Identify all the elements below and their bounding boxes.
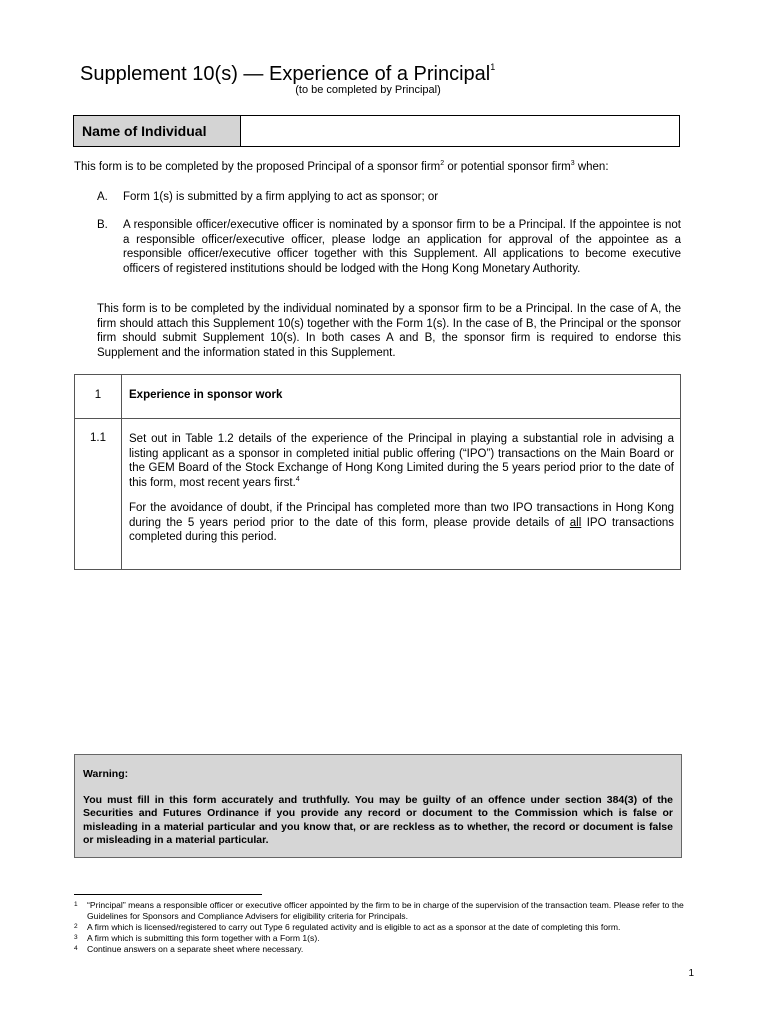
footnote-ref-3: 3 xyxy=(570,160,575,167)
footnote-separator xyxy=(74,894,262,895)
page-title xyxy=(80,62,495,86)
footnote-number: 2 xyxy=(74,923,78,930)
footnote xyxy=(74,933,698,944)
subsection-p2-text-b: IPO transactions completed during this period. xyxy=(129,516,674,543)
subsection-p2-underlined: all xyxy=(569,516,582,529)
section-number: 1 xyxy=(94,389,102,401)
subsection-paragraph-2 xyxy=(129,501,674,545)
footnote-number: 1 xyxy=(74,901,78,908)
intro-text-b: or potential sponsor firm xyxy=(444,161,571,173)
instructions-paragraph: This form is to be completed by the individual nominated by a sponsor firm to be a Principal. In the case of A, the firm should attach this Supplement 10(s) together with the Form 1(s). In the case of B, the Principal or the sponsor firm should submit Supplement 10(s). In both cases A and B, the sponsor firm is required to endorse this Supplement and the information stated in this Supplement. xyxy=(97,303,681,359)
warning-body: You must fill in this form accurately and truthfully. You may be guilty of an offence under section 384(3) of the Securities and Futures Ordinance if you provide any record or document to the Commission which is false or misleading in a material particular and you know that, or are reckless as to whether, the record or document is false or misleading in a material particular. xyxy=(83,793,673,846)
list-item-a-text: Form 1(s) is submitted by a firm applying to act as sponsor; or xyxy=(123,191,439,203)
footnote-text: “Principal” means a responsible officer or executive officer appointed by the firm to be in charge of the supervision of the transaction team. Please refer to the Guidelines for Sponsors and Compliance Advisers for eligibility criteria for Principals. xyxy=(87,900,684,921)
section-heading: Experience in sponsor work xyxy=(129,389,283,401)
table-column-divider xyxy=(121,375,122,569)
subsection-number: 1.1 xyxy=(90,432,106,444)
footnote xyxy=(74,944,698,955)
footnote-number: 3 xyxy=(74,934,78,941)
page-number: 1 xyxy=(688,968,694,979)
intro-text-a: This form is to be completed by the proposed Principal of a sponsor firm xyxy=(74,161,441,173)
list-item-b xyxy=(97,218,681,276)
list-item-b-text: A responsible officer/executive officer is nominated by a sponsor firm to be a Principal. If the appointee is not a responsible officer/executive officer, please lodge an application for approval of the appointee as a responsible officer/executive officer together with this Supplement. All applications to become executive officers of registered institutions should be lodged with the Hong Kong Monetary Authority. xyxy=(123,219,681,275)
name-of-individual-field[interactable] xyxy=(241,116,679,146)
name-of-individual-label: Name of Individual xyxy=(74,116,241,146)
footnote-ref-2: 2 xyxy=(440,160,445,167)
footnote-text: Continue answers on a separate sheet where necessary. xyxy=(87,944,304,954)
warning-box xyxy=(74,754,682,858)
page-subtitle: (to be completed by Principal) xyxy=(295,84,441,96)
subsection-p1-text: Set out in Table 1.2 details of the experience of the Principal in playing a substantial role in advising a listing applicant as a sponsor in completed initial public offering (“IPO”) transactions on the Main Board or the GEM Board of the Stock Exchange of Hong Kong Limited during the 5 years period prior to the date of this form, most recent years first. xyxy=(129,433,674,489)
subsection-body xyxy=(129,432,674,556)
list-item-a-letter: A. xyxy=(97,191,108,203)
footnote-text: A firm which is licensed/registered to carry out Type 6 regulated activity and is eligible to act as a sponsor at the date of completing this form. xyxy=(87,922,621,932)
list-item-b-letter: B. xyxy=(97,219,108,231)
footnote xyxy=(74,900,698,922)
warning-title: Warning: xyxy=(83,768,129,780)
footnote-ref-4: 4 xyxy=(295,475,300,483)
intro-paragraph xyxy=(74,160,609,175)
subsection-p2-text-a: For the avoidance of doubt, if the Principal has completed more than two IPO transactions in Hong Kong during the 5 years period prior to the date of this form, please provide details of xyxy=(129,502,674,529)
page-title-text: Supplement 10(s) — Experience of a Principal xyxy=(80,63,491,85)
intro-text-c: when: xyxy=(574,161,609,173)
footnote xyxy=(74,922,698,933)
footnote-number: 4 xyxy=(74,945,78,952)
subsection-paragraph-1 xyxy=(129,432,674,490)
footnotes xyxy=(74,900,698,955)
list-item-a xyxy=(97,190,681,205)
section-1-table xyxy=(74,374,681,570)
footnote-text: A firm which is submitting this form together with a Form 1(s). xyxy=(87,933,320,943)
title-footnote-ref: 1 xyxy=(490,62,496,72)
name-of-individual-row xyxy=(73,115,680,147)
